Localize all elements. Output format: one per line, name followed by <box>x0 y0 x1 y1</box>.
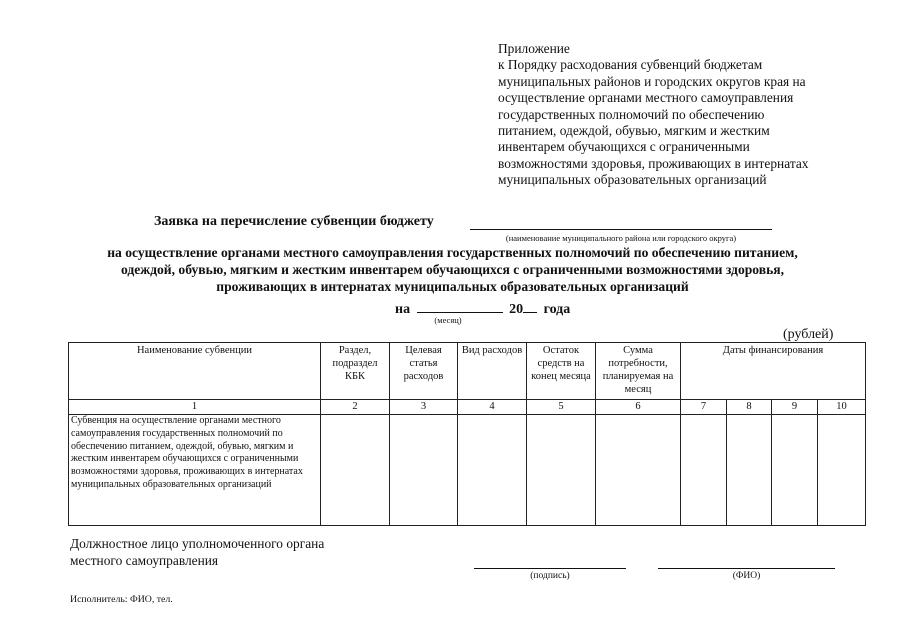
period-suffix: года <box>543 302 571 317</box>
year-blank[interactable] <box>523 298 537 313</box>
subtitle-line: проживающих в интернатах муниципальных образовательных организаций <box>216 279 689 294</box>
column-number: 3 <box>390 400 458 415</box>
header-need: Сумма потребности, планируемая на месяц <box>596 343 681 400</box>
table-row <box>69 415 866 526</box>
units-label: (рублей) <box>783 327 834 342</box>
column-number: 8 <box>727 400 772 415</box>
executor-label: Исполнитель: ФИО, тел. <box>70 594 173 605</box>
document-subtitle <box>40 244 865 295</box>
header-balance: Остаток средств на конец месяца <box>527 343 596 400</box>
month-blank[interactable] <box>417 298 503 313</box>
table-header-row <box>69 343 866 400</box>
official-line: Должностное лицо уполномоченного органа <box>70 536 325 551</box>
appendix-line: муниципальных районов и городских округов края на <box>498 73 806 89</box>
header-section: Раздел, подраздел КБК <box>321 343 390 400</box>
column-number: 9 <box>772 400 818 415</box>
target-cell[interactable] <box>390 415 458 526</box>
appendix-line: к Порядку расходования субвенций бюджетам <box>498 57 763 73</box>
column-number: 7 <box>681 400 727 415</box>
type-cell[interactable] <box>458 415 527 526</box>
appendix-line: государственных полномочий по обеспечению <box>498 106 765 122</box>
column-number: 1 <box>69 400 321 415</box>
column-number: 4 <box>458 400 527 415</box>
appendix-line: возможностями здоровья, проживающих в интернатах <box>498 155 809 171</box>
appendix-line: муниципальных образовательных организаций <box>498 172 767 188</box>
section-cell[interactable] <box>321 415 390 526</box>
official-line: местного самоуправления <box>70 553 219 568</box>
period-year-prefix: 20 <box>509 302 524 317</box>
need-cell[interactable] <box>596 415 681 526</box>
period-prefix: на <box>395 302 411 317</box>
column-number: 10 <box>818 400 866 415</box>
full-name-hint: (ФИО) <box>732 571 761 581</box>
budget-name-blank[interactable] <box>470 229 772 230</box>
balance-cell[interactable] <box>527 415 596 526</box>
header-type: Вид расходов <box>458 343 527 400</box>
official-label <box>70 535 324 569</box>
header-dates: Даты финансирования <box>681 343 866 400</box>
column-number: 2 <box>321 400 390 415</box>
appendix-line: инвентарем обучающихся с ограниченными <box>498 139 750 155</box>
appendix-line: питанием, одеждой, обувью, мягким и жестким <box>498 123 770 139</box>
subsidy-name-cell: Субвенция на осуществление органами местного самоуправления государственных полномочий по обеспечению питанием, одеждой, обувью, мягким и жестким инвентарем обучающихся с ограниченными возможностями здоровья, проживающих в интернатах муниципальных образовательных организаций <box>69 415 321 526</box>
date-cell[interactable] <box>727 415 772 526</box>
appendix-block <box>498 41 878 189</box>
appendix-line: Приложение <box>498 41 570 56</box>
full-name-line[interactable] <box>658 568 835 569</box>
column-number: 5 <box>527 400 596 415</box>
subsidy-table <box>68 342 866 526</box>
header-name: Наименование субвенции <box>69 343 321 400</box>
header-target: Целевая статья расходов <box>390 343 458 400</box>
table-number-row <box>69 400 866 415</box>
column-number: 6 <box>596 400 681 415</box>
budget-name-hint: (наименование муниципального района или городского округа) <box>505 233 737 243</box>
subtitle-line: одеждой, обувью, мягким и жестким инвентарем обучающихся с ограниченными возможностями здоровья, <box>120 262 785 277</box>
date-cell[interactable] <box>681 415 727 526</box>
title-lead: Заявка на перечисление субвенции бюджету <box>154 214 434 229</box>
month-hint: (месяц) <box>434 315 462 325</box>
subtitle-line: на осуществление органами местного самоуправления государственных полномочий по обеспечению питанием, <box>107 245 798 260</box>
date-cell[interactable] <box>772 415 818 526</box>
signature-hint: (подпись) <box>530 571 570 581</box>
appendix-line: осуществление органами местного самоуправления <box>498 90 794 106</box>
date-cell[interactable] <box>818 415 866 526</box>
signature-line[interactable] <box>474 568 626 569</box>
